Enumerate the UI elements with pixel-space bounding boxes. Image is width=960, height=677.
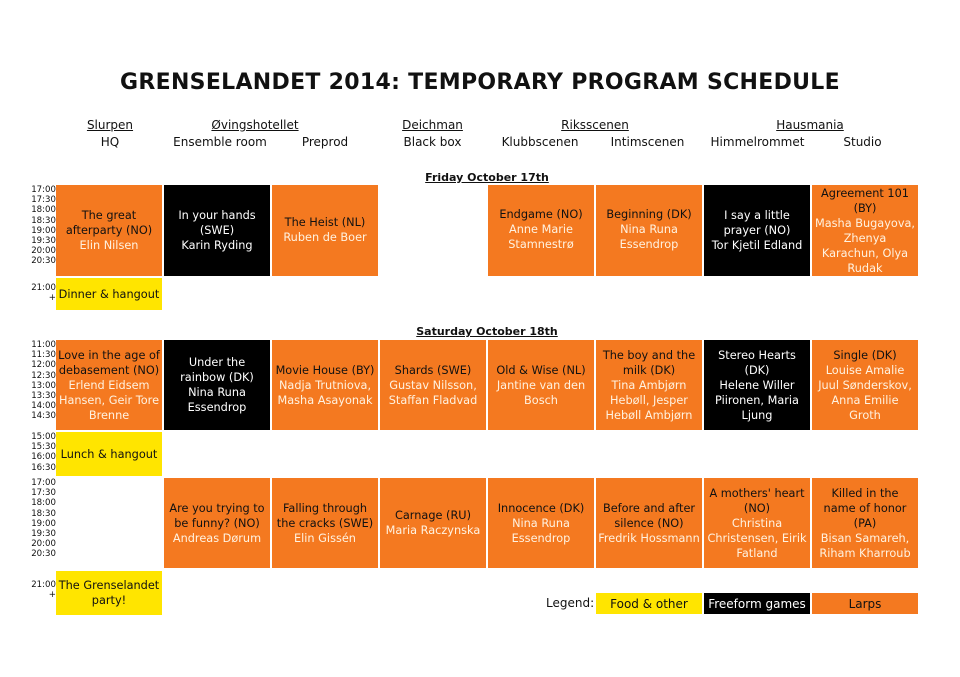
event-block[interactable] — [56, 185, 162, 276]
event-block[interactable] — [164, 340, 270, 430]
event-title: Dinner & hangout — [58, 287, 160, 301]
event-people: Tor Kjetil Edland — [711, 239, 803, 252]
time-column: 11:00 11:30 12:00 12:30 13:00 13:30 14:00 14:30 — [31, 340, 56, 422]
event-people: Louise Amalie Juul Sønderskov, Anna Emilie Groth — [818, 363, 912, 422]
event-title: Love in the age of debasement (NO) — [58, 348, 160, 377]
event-title: Lunch & hangout — [60, 447, 158, 461]
event-people: Maria Raczynska — [385, 524, 481, 537]
venue-hausmania: Hausmania — [776, 118, 844, 132]
room-intimscenen: Intimscenen — [610, 135, 685, 149]
legend-larps: Larps — [812, 593, 918, 614]
event-title: Endgame (NO) — [499, 208, 583, 221]
room-studio: Studio — [843, 135, 882, 149]
event-people: Gustav Nilsson, Staffan Fladvad — [388, 378, 478, 407]
time-column: 21:00 + — [31, 580, 56, 601]
venue-deichman: Deichman — [402, 118, 463, 132]
event-block[interactable] — [596, 478, 702, 568]
room-blackbox: Black box — [403, 135, 462, 149]
time-column: 17:00 17:30 18:00 18:30 19:00 19:30 20:00 20:30 — [31, 185, 56, 267]
event-people: Erlend Eidsem Hansen, Geir Tore Brenne — [58, 378, 160, 422]
event-block[interactable] — [164, 478, 270, 568]
time-column: 17:00 17:30 18:00 18:30 19:00 19:30 20:00 20:30 — [31, 478, 56, 560]
room-himmelrommet: Himmelrommet — [710, 135, 805, 149]
event-block[interactable] — [272, 340, 378, 430]
event-title: The Grenselandet party! — [58, 579, 160, 607]
event-title: I say a little prayer (NO) — [723, 209, 791, 237]
legend-freeform: Freeform games — [704, 593, 810, 614]
event-people: Karin Ryding — [181, 239, 253, 252]
day-header-saturday: Saturday October 18th — [416, 325, 558, 338]
event-block[interactable] — [488, 340, 594, 430]
event-title: Falling through the cracks (SWE) — [276, 501, 374, 530]
day-header-friday: Friday October 17th — [425, 171, 549, 184]
event-title: Stereo Hearts (DK) — [718, 348, 796, 377]
event-block[interactable] — [272, 185, 378, 276]
event-block[interactable] — [704, 478, 810, 568]
event-block[interactable] — [812, 185, 918, 276]
event-people: Nina Runa Essendrop — [511, 516, 571, 545]
event-block[interactable] — [812, 340, 918, 430]
event-title: Movie House (BY) — [275, 363, 375, 377]
venue-slurpen: Slurpen — [86, 118, 134, 132]
event-title: Beginning (DK) — [606, 208, 692, 221]
event-block[interactable] — [56, 278, 162, 310]
legend-label: Legend: — [546, 596, 595, 610]
event-title: Old & Wise (NL) — [496, 363, 586, 377]
event-title: Under the rainbow (DK) — [180, 356, 254, 384]
event-title: Shards (SWE) — [394, 363, 472, 377]
page-title: GRENSELANDET 2014: TEMPORARY PROGRAM SCHEDULE — [120, 70, 840, 95]
event-people: Anne Marie Stamnestrø — [508, 223, 574, 251]
event-people: Nina Runa Essendrop — [619, 223, 679, 251]
time-column: 15:00 15:30 16:00 16:30 — [31, 432, 56, 473]
venue-riksscenen: Riksscenen — [561, 118, 629, 132]
time-column: 21:00 + — [31, 283, 56, 304]
event-people: Nadja Trutniova, Masha Asayonak — [277, 378, 373, 407]
event-block[interactable] — [272, 478, 378, 568]
event-block[interactable] — [596, 340, 702, 430]
event-block[interactable] — [56, 432, 162, 476]
event-title: Before and after silence (NO) — [602, 501, 696, 530]
event-people: Fredrik Hossmann — [598, 531, 700, 545]
event-block[interactable] — [56, 340, 162, 430]
event-title: Agreement 101 (BY) — [821, 186, 909, 215]
event-block[interactable] — [164, 185, 270, 276]
event-title: The boy and the milk (DK) — [602, 348, 696, 377]
event-block[interactable] — [596, 185, 702, 276]
event-people: Tina Ambjørn Hebøll, Jesper Hebøll Ambjørn — [605, 378, 693, 422]
event-block[interactable] — [56, 571, 162, 615]
event-block[interactable] — [812, 478, 918, 568]
event-title: A mothers' heart (NO) — [709, 486, 805, 515]
event-people: Bisan Samareh, Riham Kharroub — [819, 531, 911, 560]
event-people: Christina Christensen, Eirik Fatland — [707, 516, 807, 560]
event-people: Elin Gissén — [294, 531, 356, 545]
event-title: Carnage (RU) — [395, 509, 471, 522]
venue-ovingshotellet: Øvingshotellet — [211, 118, 299, 132]
room-preprod: Preprod — [301, 135, 349, 149]
event-people: Nina Runa Essendrop — [187, 386, 247, 414]
room-ensemble: Ensemble room — [173, 135, 267, 149]
event-people: Masha Bugayova, Zhenya Karachun, Olya Rudak — [814, 216, 916, 275]
legend-food: Food & other — [596, 593, 702, 614]
event-title: Innocence (DK) — [497, 501, 585, 515]
event-title: Single (DK) — [833, 348, 897, 362]
event-title: Killed in the name of honor (PA) — [823, 486, 907, 530]
room-klubbscenen: Klubbscenen — [501, 135, 579, 149]
event-block[interactable] — [704, 185, 810, 276]
event-people: Jantine van den Bosch — [496, 378, 586, 407]
event-title: The Heist (NL) — [284, 216, 366, 229]
event-block[interactable] — [488, 478, 594, 568]
event-people: Ruben de Boer — [283, 231, 367, 244]
event-block[interactable] — [380, 478, 486, 568]
event-title: In your hands (SWE) — [178, 209, 256, 237]
room-hq: HQ — [100, 135, 120, 149]
event-title: The great afterparty (NO) — [65, 209, 153, 237]
event-block[interactable] — [380, 340, 486, 430]
event-title: Are you trying to be funny? (NO) — [169, 501, 265, 530]
event-people: Elin Nilsen — [79, 239, 139, 252]
event-people: Andreas Dørum — [172, 531, 262, 545]
event-people: Helene Willer Piironen, Maria Ljung — [715, 378, 799, 422]
event-block[interactable] — [488, 185, 594, 276]
event-block[interactable] — [704, 340, 810, 430]
